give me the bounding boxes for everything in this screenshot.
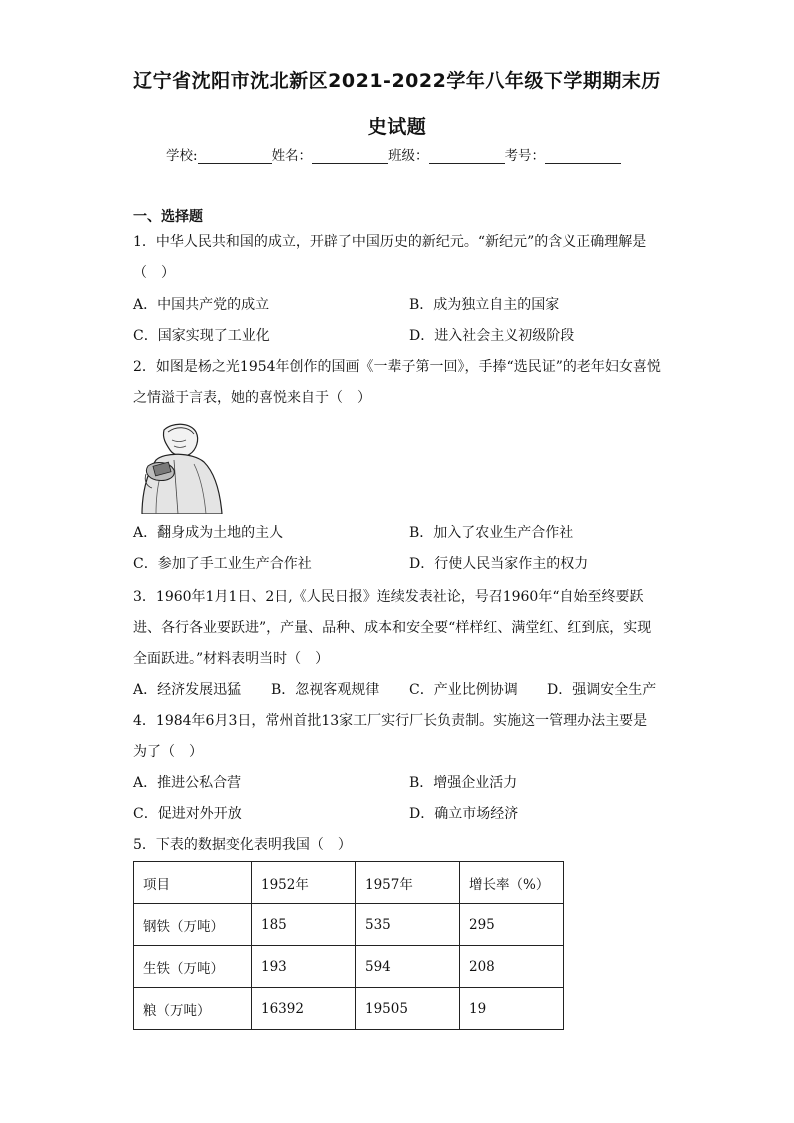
q2-stem-line2: 之情溢于言表，她的喜悦来自于（ ） <box>133 390 371 406</box>
q2-option-d[interactable]: D．行使人民当家作主的权力 <box>409 556 589 572</box>
table-cell: 钢铁（万吨） <box>134 904 252 946</box>
class-blank[interactable] <box>429 149 505 164</box>
school-blank[interactable] <box>198 149 272 164</box>
q2-option-c[interactable]: C．参加了手工业生产合作社 <box>133 556 312 572</box>
table-cell: 208 <box>460 946 564 988</box>
table-cell: 193 <box>252 946 356 988</box>
exam-no-label: 考号： <box>504 148 546 164</box>
exam-title-line2: 史试题 <box>367 116 427 138</box>
table-row <box>134 904 564 946</box>
section-heading: 一、选择题 <box>133 209 203 225</box>
q4-option-a[interactable]: A．推进公私合营 <box>133 775 242 791</box>
table-header-cell: 1952年 <box>252 862 356 904</box>
q4-option-b[interactable]: B．增强企业活力 <box>409 775 518 791</box>
table-cell: 535 <box>356 904 460 946</box>
table-header-cell: 1957年 <box>356 862 460 904</box>
q2-stem-line1: 2．如图是杨之光1954年创作的国画《一辈子第一回》，手捧“选民证”的老年妇女喜悦 <box>133 359 661 375</box>
q4-stem-line2: 为了（ ） <box>133 744 203 760</box>
class-label: 班级： <box>388 148 429 164</box>
q5-stem-line1: 5．下表的数据变化表明我国（ ） <box>133 837 352 853</box>
q3-option-b[interactable]: B．忽视客观规律 <box>271 682 380 698</box>
q1-option-a[interactable]: A．中国共产党的成立 <box>133 297 270 313</box>
school-label: 学校: <box>166 148 198 164</box>
q5-data-table <box>133 861 564 1030</box>
table-row <box>134 988 564 1030</box>
q3-stem-line1: 3．1960年1月1日、2日,《人民日报》连续发表社论，号召1960年“自始至终要跃 <box>133 589 644 605</box>
q3-option-c[interactable]: C．产业比例协调 <box>409 682 518 698</box>
table-cell: 16392 <box>252 988 356 1030</box>
q1-stem-line2: （ ） <box>133 265 175 281</box>
elderly-woman-painting-image <box>134 420 224 514</box>
exam-title-line1: 辽宁省沈阳市沈北新区2021-2022学年八年级下学期期末历 <box>133 70 661 92</box>
q1-stem-line1: 1．中华人民共和国的成立，开辟了中国历史的新纪元。“新纪元”的含义正确理解是 <box>133 234 647 250</box>
table-cell: 594 <box>356 946 460 988</box>
table-cell: 185 <box>252 904 356 946</box>
q1-option-c[interactable]: C．国家实现了工业化 <box>133 328 270 344</box>
q3-option-d[interactable]: D．强调安全生产 <box>547 682 657 698</box>
q4-option-c[interactable]: C．促进对外开放 <box>133 806 242 822</box>
table-cell: 295 <box>460 904 564 946</box>
table-cell: 19505 <box>356 988 460 1030</box>
table-header-cell: 增长率（%） <box>460 862 564 904</box>
q3-option-a[interactable]: A．经济发展迅猛 <box>133 682 242 698</box>
name-blank[interactable] <box>312 149 388 164</box>
q3-stem-line2: 进、各行各业要跃进”，产量、品种、成本和安全要“样样红、满堂红、红到底，实现 <box>133 620 652 636</box>
q2-option-a[interactable]: A．翻身成为土地的主人 <box>133 525 284 541</box>
q1-option-d[interactable]: D．进入社会主义初级阶段 <box>409 328 575 344</box>
q4-option-d[interactable]: D．确立市场经济 <box>409 806 519 822</box>
table-cell: 粮（万吨） <box>134 988 252 1030</box>
table-header-row <box>134 862 564 904</box>
q1-option-b[interactable]: B．成为独立自主的国家 <box>409 297 560 313</box>
table-cell: 19 <box>460 988 564 1030</box>
q4-stem-line1: 4．1984年6月3日，常州首批13家工厂实行厂长负责制。实施这一管理办法主要是 <box>133 713 648 729</box>
q2-option-b[interactable]: B．加入了农业生产合作社 <box>409 525 574 541</box>
student-info-row <box>166 144 646 164</box>
q3-stem-line3: 全面跃进。”材料表明当时（ ） <box>133 651 330 667</box>
name-label: 姓名： <box>271 148 313 164</box>
table-header-cell: 项目 <box>134 862 252 904</box>
table-row <box>134 946 564 988</box>
exam-no-blank[interactable] <box>545 149 621 164</box>
table-cell: 生铁（万吨） <box>134 946 252 988</box>
